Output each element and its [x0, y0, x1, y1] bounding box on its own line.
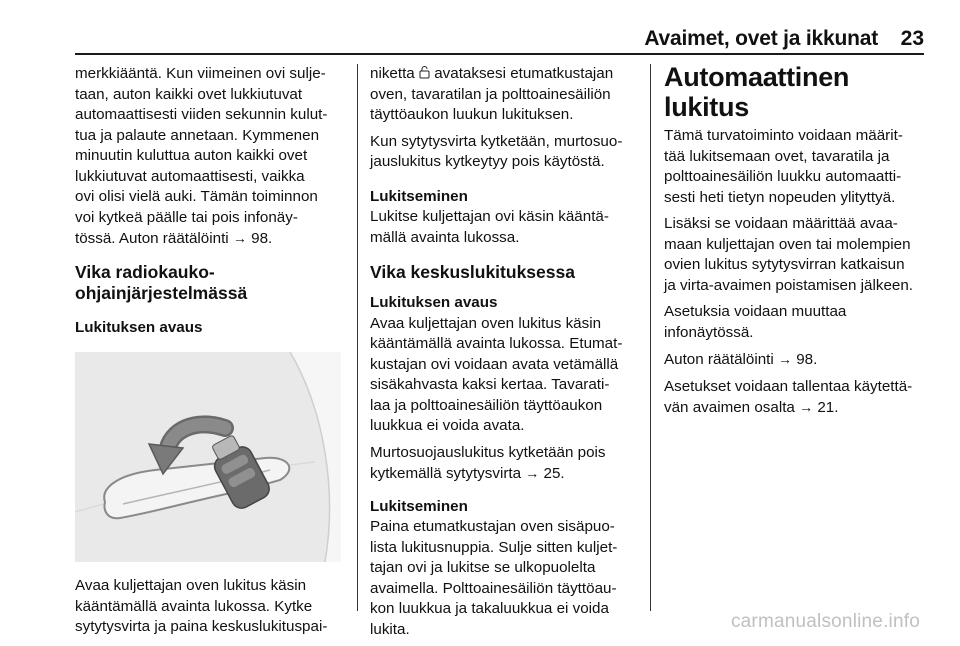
paragraph: Lisäksi se voidaan määrittää avaa- maan kuljettajan oven tai molempien ovien lukitus sytytysvirran katkaisun ja virta-avaimen poistamisen jälkeen.: [664, 215, 914, 294]
page-reference-number: 21.: [817, 399, 839, 416]
paragraph-text: Murtosuojauslukitus kytketään pois kytkemällä sytytysvirta: [370, 443, 606, 482]
page-reference-number: 98.: [251, 230, 273, 247]
subheading: Lukitseminen: [370, 187, 468, 205]
illustration-svg: [75, 352, 341, 562]
paragraph-text: Auton räätälöinti: [664, 351, 774, 368]
paragraph-text: merkkiääntä. Kun viimeinen ovi sulje- taan, auton kaikki ovet lukkiutuvat automaattisesti viiden sekunnin kulut- tua ja palaute annetaan. Kymmenen minuutin kuluttua auton kaikki ovet lukkiutuvat automaattisesti, vaikka ovi olisi vielä auki. Tämän toiminnon voi kytkeä päälle tai pois infonäy- tössä. Auton räätälöinti: [75, 65, 328, 247]
paragraph: Avaa kuljettajan oven lukitus käsin kääntämällä avainta lukossa. Kytke sytytysvirta ja paina keskuslukituspai-: [75, 577, 328, 635]
paragraph: [370, 64, 638, 126]
column-3: [664, 64, 934, 425]
page-header-title: Avaimet, ovet ja ikkunat: [644, 27, 878, 50]
paragraph-text: avataksesi etumatkustajan oven, tavaratilan ja polttoainesäiliön täyttöaukon luukun lukituksen.: [370, 65, 614, 123]
paragraph: Paina etumatkustajan oven sisäpuo- lista lukitusnuppia. Sulje sitten kuljet- tajan ovi ja lukitse se ulkopuolelta avaimella. Polttoainesäiliön täyttöau- kon luukkua ja takaluukkua ei voida lukita.: [370, 518, 618, 638]
column-divider-1: [357, 64, 358, 611]
subheading: Lukitseminen: [370, 497, 468, 515]
paragraph-text: niketta: [370, 65, 415, 82]
page-reference-icon: →: [525, 465, 540, 481]
unlock-symbol-icon: [419, 65, 430, 82]
paragraph: Avaa kuljettajan oven lukitus käsin kääntämällä avainta lukossa. Etumat- kustajan ovi voidaan avata vetämällä sisäkahvasta kaksi kertaa. Tavarati- laa ja polttoainesäiliön täyttöaukon luukkua ei voida avata.: [370, 314, 623, 434]
paragraph: [370, 443, 638, 485]
header-rule: [75, 53, 924, 55]
section-heading: Vika radiokauko- ohjainjärjestelmässä: [75, 261, 248, 303]
paragraph: [75, 64, 347, 250]
column-2: [370, 64, 638, 646]
watermark: carmanualsonline.info: [730, 611, 920, 632]
paragraph: Kun sytytysvirta kytketään, murtosuo- jauslukitus kytkeytyy pois käytöstä.: [370, 132, 623, 170]
page-reference-icon: →: [778, 351, 792, 367]
page-number: 23: [900, 27, 924, 50]
subheading: Lukituksen avaus: [75, 318, 203, 336]
paragraph: [664, 349, 934, 371]
column-1: [75, 64, 347, 644]
section-heading-large: Automaattinen lukitus: [664, 62, 850, 122]
paragraph-text: Asetukset voidaan tallentaa käytettä- vän avaimen osalta: [664, 377, 913, 416]
page-reference-number: 98.: [796, 351, 818, 368]
paragraph: Tämä turvatoiminto voidaan määrit- tää lukitsemaan ovet, tavaratila ja polttoainesäiliön luukku automaatti- sesti heti tietyn nopeuden ylityttyä.: [664, 127, 903, 206]
page-reference-icon: →: [232, 230, 247, 246]
page-reference-icon: →: [799, 399, 814, 415]
page-reference-number: 25.: [543, 465, 565, 482]
paragraph: Asetuksia voidaan muuttaa infonäytössä.: [664, 303, 847, 341]
subheading: Lukituksen avaus: [370, 294, 498, 311]
paragraph: [664, 377, 934, 419]
section-heading: Vika keskuslukituksessa: [370, 262, 575, 282]
column-divider-2: [650, 64, 651, 611]
paragraph: Lukitse kuljettajan ovi käsin kääntä- mällä avainta lukossa.: [370, 208, 609, 246]
illustration-door-lock-key: [75, 352, 341, 562]
